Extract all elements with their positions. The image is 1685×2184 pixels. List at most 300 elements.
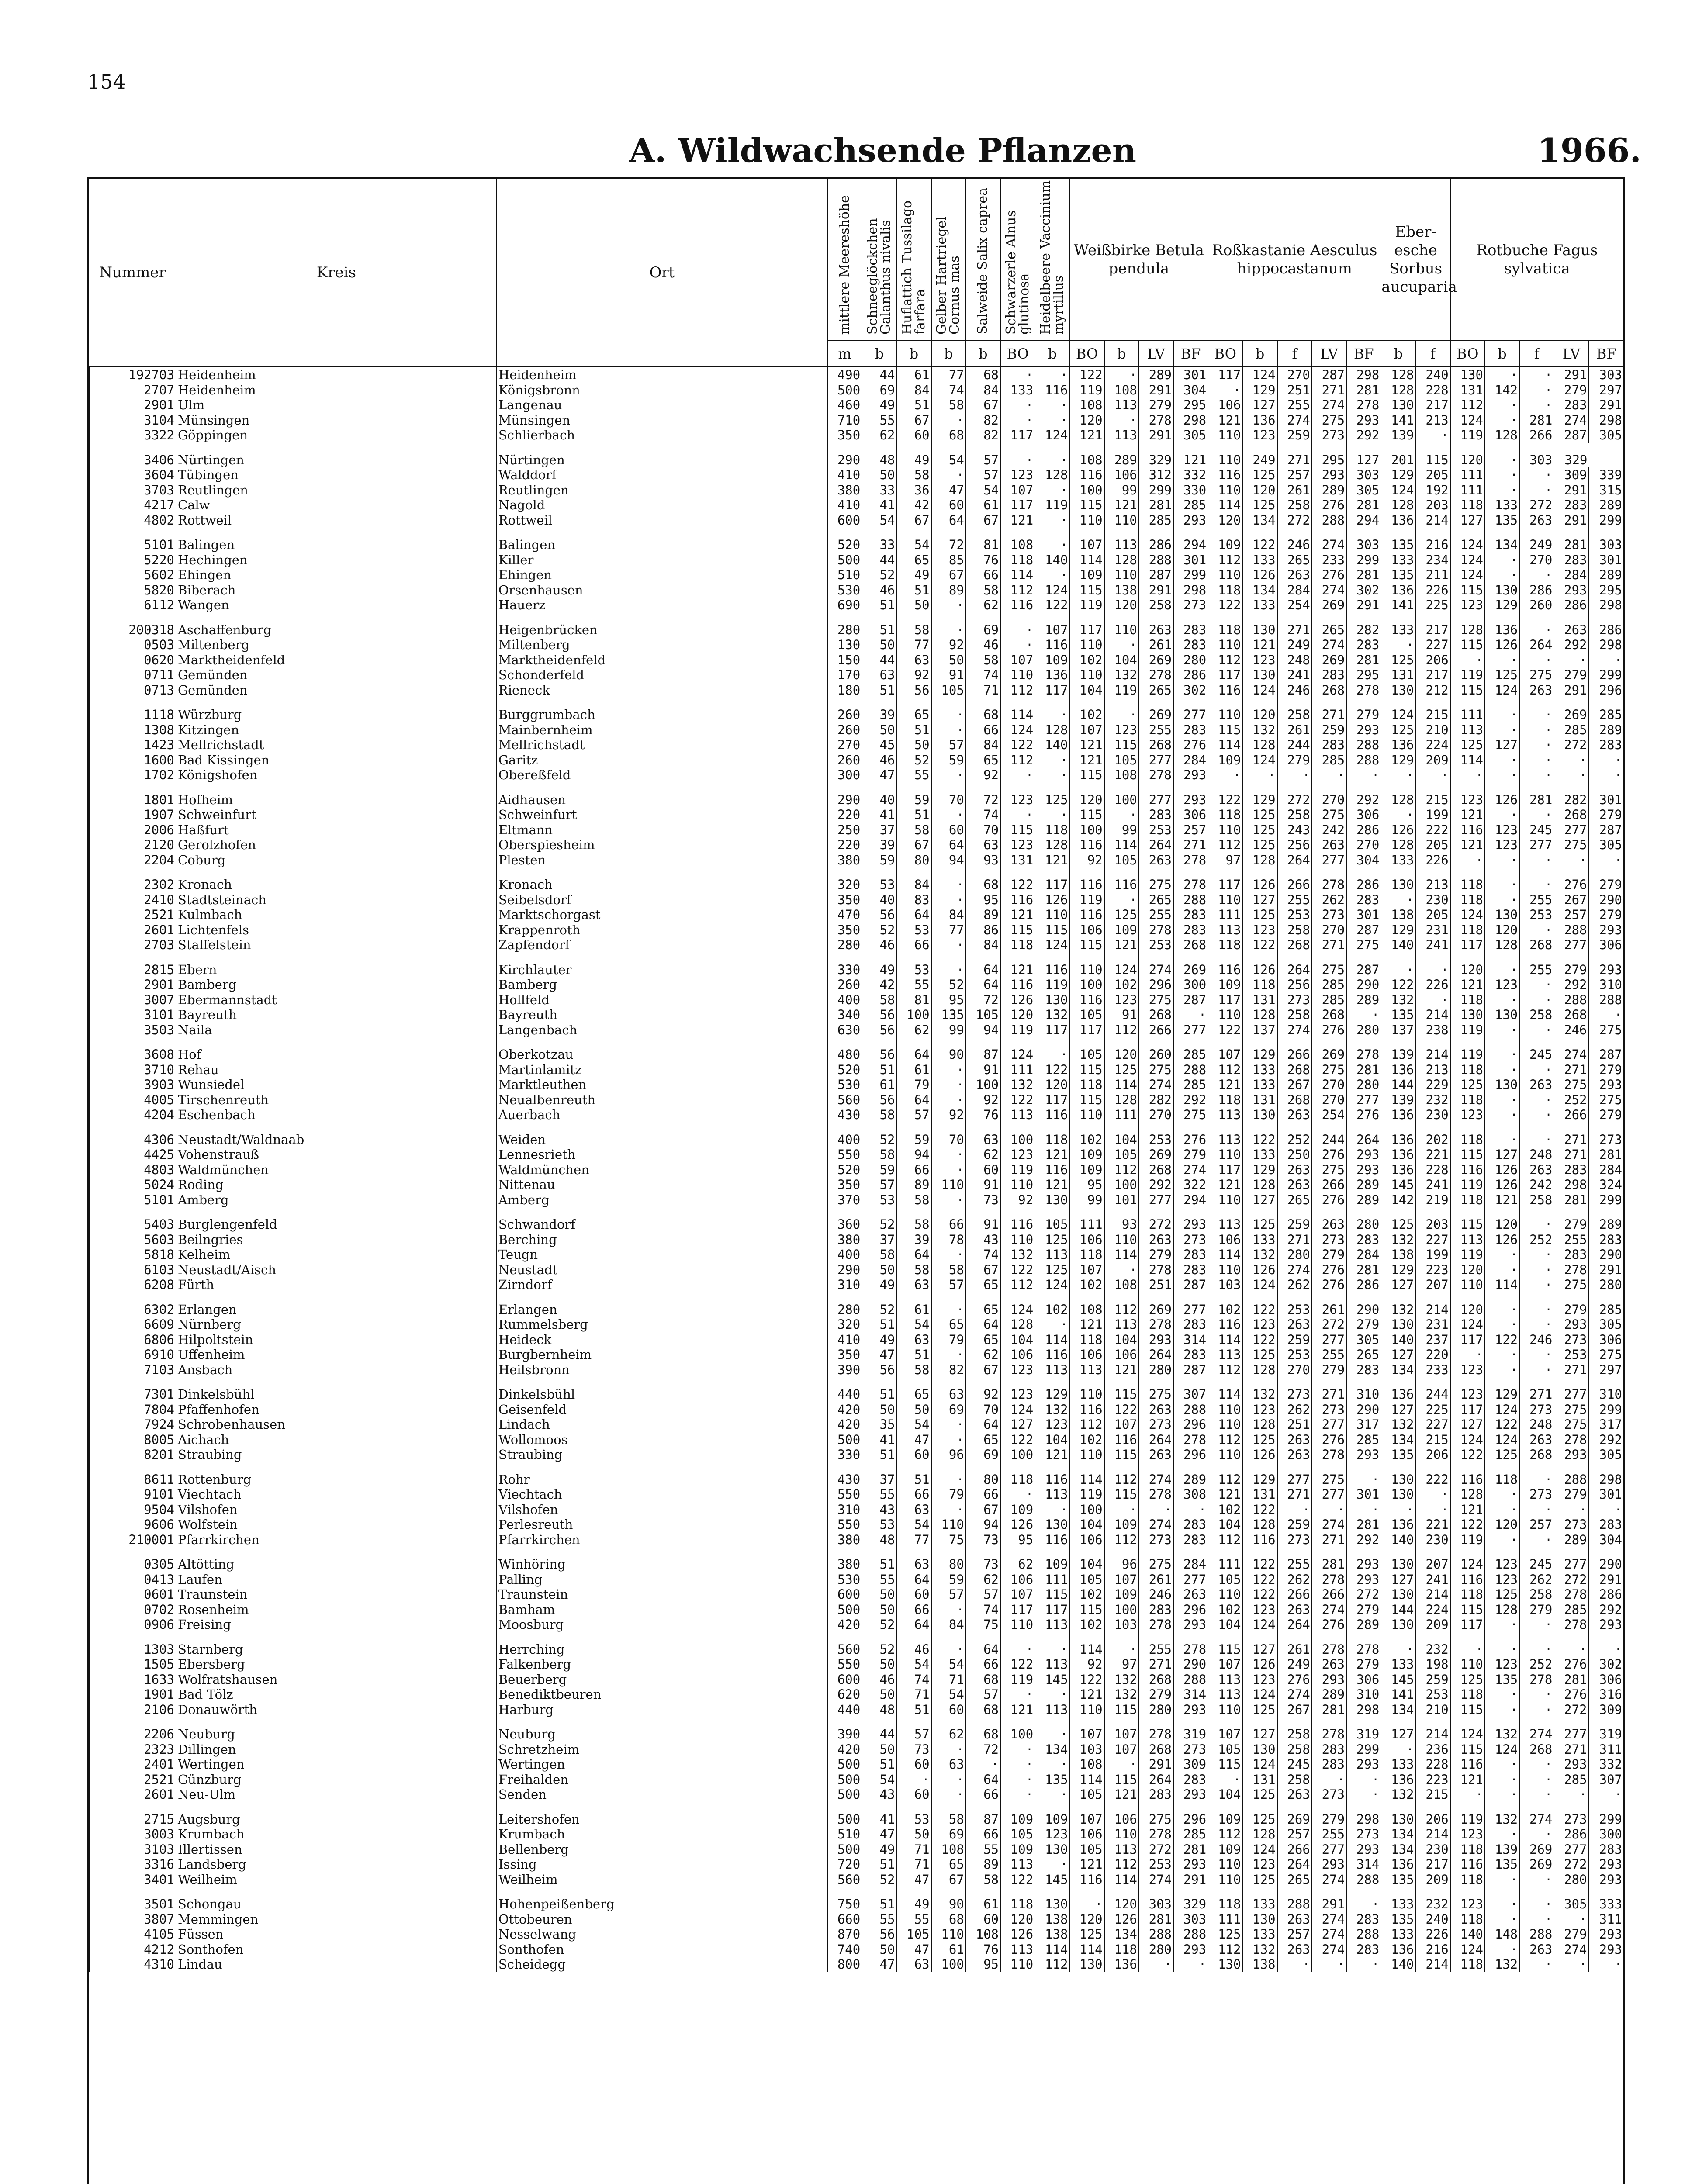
cell-value: 110 bbox=[1208, 892, 1242, 908]
cell-value: 299 bbox=[1589, 513, 1623, 528]
cell-value: 293 bbox=[1173, 767, 1208, 783]
cell-value: · bbox=[1485, 467, 1519, 483]
cell-value: 510 bbox=[827, 1827, 862, 1842]
spacer-cell bbox=[1173, 1462, 1208, 1472]
cell-value: 292 bbox=[1589, 1432, 1623, 1448]
group-spacer bbox=[90, 1887, 1623, 1897]
cell-value: 293 bbox=[1173, 1857, 1208, 1872]
cell-value: 740 bbox=[827, 1942, 862, 1957]
cell-value: 50 bbox=[896, 737, 931, 753]
cell-kreis: Gemünden bbox=[176, 683, 497, 698]
spacer-cell bbox=[1139, 528, 1173, 537]
cell-nummer: 8005 bbox=[90, 1432, 176, 1448]
cell-value: 259 bbox=[1277, 1217, 1312, 1232]
cell-value: 124 bbox=[1000, 1402, 1035, 1417]
cell-value: 350 bbox=[827, 1347, 862, 1362]
cell-value: 61 bbox=[862, 1077, 896, 1092]
spacer-cell bbox=[931, 1632, 966, 1642]
group-spacer bbox=[90, 953, 1623, 962]
cell-value: 278 bbox=[1173, 853, 1208, 868]
spacer-cell bbox=[1519, 443, 1554, 453]
cell-ort: Ottobeuren bbox=[497, 1912, 827, 1927]
cell-value: 263 bbox=[1139, 1232, 1173, 1248]
cell-value: 124 bbox=[1381, 707, 1415, 722]
spacer-cell bbox=[1000, 953, 1035, 962]
cell-value: 104 bbox=[1069, 1557, 1104, 1572]
cell-value: 301 bbox=[1589, 792, 1623, 808]
spacer-cell bbox=[1035, 1377, 1069, 1387]
cell-value: 57 bbox=[862, 1177, 896, 1192]
cell-value: 124 bbox=[1000, 722, 1035, 738]
cell-value: 125 bbox=[1381, 1217, 1415, 1232]
cell-value: 249 bbox=[1242, 453, 1277, 468]
cell-value: 68 bbox=[966, 707, 1000, 722]
cell-value: 117 bbox=[1208, 667, 1242, 683]
cell-value: 130 bbox=[1450, 1007, 1485, 1023]
spacer-cell bbox=[1416, 867, 1450, 877]
cell-value: 130 bbox=[1381, 1557, 1415, 1572]
cell-value: 120 bbox=[1450, 1262, 1485, 1278]
cell-value: 281 bbox=[1554, 1192, 1588, 1208]
cell-value: 94 bbox=[896, 1147, 931, 1162]
cell-value: 280 bbox=[1589, 1277, 1623, 1292]
spacer-cell bbox=[1485, 613, 1519, 622]
cell-value: 113 bbox=[1035, 1657, 1069, 1672]
cell-value: 271 bbox=[1554, 1062, 1588, 1078]
cell-value: 100 bbox=[1000, 1727, 1035, 1742]
cell-value: 75 bbox=[966, 1617, 1000, 1632]
cell-value: 287 bbox=[1589, 1047, 1623, 1062]
cell-value: 257 bbox=[1277, 1927, 1312, 1942]
cell-value: 207 bbox=[1416, 1557, 1450, 1572]
cell-nummer: 0702 bbox=[90, 1602, 176, 1617]
cell-value: 124 bbox=[1000, 1302, 1035, 1317]
cell-value: 118 bbox=[1000, 553, 1035, 568]
cell-value: 264 bbox=[1346, 1132, 1381, 1147]
cell-value: 124 bbox=[1450, 567, 1485, 583]
cell-value: 236 bbox=[1416, 1742, 1450, 1757]
spacer-cell bbox=[1000, 1717, 1035, 1727]
cell-value: · bbox=[1346, 1502, 1381, 1517]
cell-value: 106 bbox=[1000, 1572, 1035, 1587]
cell-value: 283 bbox=[1173, 722, 1208, 738]
cell-value: 279 bbox=[1589, 807, 1623, 822]
cell-value: 60 bbox=[966, 1162, 1000, 1178]
cell-value: 118 bbox=[1450, 892, 1485, 908]
cell-value: 118 bbox=[1069, 1247, 1104, 1262]
cell-value: 275 bbox=[1554, 1277, 1588, 1292]
cell-kreis: Marktheidenfeld bbox=[176, 653, 497, 668]
cell-value: 277 bbox=[1173, 707, 1208, 722]
cell-nummer: 0713 bbox=[90, 683, 176, 698]
cell-value: 530 bbox=[827, 1572, 862, 1587]
cell-value: 121 bbox=[1000, 1702, 1035, 1717]
cell-value: 135 bbox=[1485, 1857, 1519, 1872]
cell-value: · bbox=[1000, 637, 1035, 653]
spacer-cell bbox=[1589, 528, 1623, 537]
cell-value: 283 bbox=[1346, 892, 1381, 908]
cell-value: 135 bbox=[1381, 1912, 1415, 1927]
cell-value: 125 bbox=[1381, 722, 1415, 738]
cell-ort: Walddorf bbox=[497, 467, 827, 483]
cell-value: 260 bbox=[827, 977, 862, 992]
cell-value: 400 bbox=[827, 992, 862, 1008]
cell-value: 107 bbox=[1000, 1587, 1035, 1602]
cell-value: 118 bbox=[1450, 1092, 1485, 1108]
cell-value: · bbox=[931, 1302, 966, 1317]
cell-value: 112 bbox=[1208, 1432, 1242, 1448]
cell-value: 52 bbox=[862, 1302, 896, 1317]
spacer-cell bbox=[1069, 1887, 1104, 1897]
table-row bbox=[90, 1107, 1623, 1123]
cell-value: 303 bbox=[1519, 453, 1554, 468]
cell-value: 53 bbox=[896, 923, 931, 938]
cell-value: 105 bbox=[1069, 1047, 1104, 1062]
cell-value: 135 bbox=[1485, 1672, 1519, 1687]
cell-value: 274 bbox=[1519, 1812, 1554, 1827]
cell-value: 253 bbox=[1139, 822, 1173, 838]
cell-kreis: Bayreuth bbox=[176, 1007, 497, 1023]
spacer-cell bbox=[1242, 1462, 1277, 1472]
cell-value: 121 bbox=[1000, 907, 1035, 923]
cell-value: 66 bbox=[931, 1217, 966, 1232]
cell-kreis: Rehau bbox=[176, 1062, 497, 1078]
spacer-cell bbox=[1346, 953, 1381, 962]
spacer-cell bbox=[1416, 1123, 1450, 1132]
cell-value: 133 bbox=[1381, 853, 1415, 868]
spacer-cell bbox=[497, 867, 827, 877]
spacer-cell bbox=[1069, 1717, 1104, 1727]
spacer-cell bbox=[1312, 1462, 1346, 1472]
cell-value: 118 bbox=[1000, 1472, 1035, 1487]
cell-value: 221 bbox=[1416, 1517, 1450, 1532]
spacer-cell bbox=[1554, 1377, 1588, 1387]
cell-value: 298 bbox=[1589, 637, 1623, 653]
cell-value: · bbox=[1035, 413, 1069, 428]
cell-value: 105 bbox=[1208, 1742, 1242, 1757]
cell-value: 270 bbox=[1277, 367, 1312, 383]
cell-ort: Nittenau bbox=[497, 1177, 827, 1192]
cell-value: 46 bbox=[862, 583, 896, 598]
cell-value: · bbox=[1485, 453, 1519, 468]
cell-value: 105 bbox=[1104, 853, 1139, 868]
spacer-cell bbox=[1519, 1037, 1554, 1047]
cell-value: 136 bbox=[1381, 513, 1415, 528]
cell-value: 79 bbox=[896, 1077, 931, 1092]
cell-value: 283 bbox=[1346, 1942, 1381, 1957]
cell-value: 278 bbox=[1139, 1487, 1173, 1502]
cell-value: 219 bbox=[1416, 1192, 1450, 1208]
spacer-cell bbox=[1104, 1547, 1139, 1557]
cell-value: 133 bbox=[1485, 498, 1519, 513]
cell-value: 58 bbox=[896, 822, 931, 838]
cell-value: 104 bbox=[1069, 683, 1104, 698]
table-row bbox=[90, 892, 1623, 908]
cell-value: 274 bbox=[1277, 1687, 1312, 1702]
cell-value: 119 bbox=[1450, 1177, 1485, 1192]
cell-value: 293 bbox=[1173, 1702, 1208, 1717]
spacer-cell bbox=[1242, 1207, 1277, 1217]
cell-value: 170 bbox=[827, 667, 862, 683]
cell-value: 226 bbox=[1416, 977, 1450, 992]
cell-value: 94 bbox=[931, 853, 966, 868]
cell-value: 263 bbox=[1139, 853, 1173, 868]
cell-value: 67 bbox=[931, 567, 966, 583]
cell-value: 276 bbox=[1312, 1023, 1346, 1038]
cell-value: 60 bbox=[966, 1912, 1000, 1927]
cell-value: 272 bbox=[1277, 792, 1312, 808]
cell-value: 122 bbox=[1242, 1587, 1277, 1602]
cell-value: 54 bbox=[931, 1687, 966, 1702]
cell-value: 123 bbox=[1485, 1572, 1519, 1587]
cell-value: 50 bbox=[862, 1657, 896, 1672]
spacer-cell bbox=[1416, 1292, 1450, 1302]
cell-value: 298 bbox=[1346, 1812, 1381, 1827]
spacer-cell bbox=[1035, 443, 1069, 453]
cell-value: 71 bbox=[896, 1687, 931, 1702]
cell-value: · bbox=[1485, 1302, 1519, 1317]
cell-value: 274 bbox=[1312, 1927, 1346, 1942]
cell-value: 60 bbox=[896, 428, 931, 443]
cell-value: 128 bbox=[1381, 383, 1415, 398]
cell-value: 289 bbox=[1589, 567, 1623, 583]
cell-value: 114 bbox=[1104, 1077, 1139, 1092]
cell-value: 55 bbox=[862, 1487, 896, 1502]
cell-value: · bbox=[1381, 1642, 1415, 1657]
cell-value: 129 bbox=[1035, 1387, 1069, 1402]
spacer-cell bbox=[1312, 528, 1346, 537]
cell-nummer: 210001 bbox=[90, 1532, 176, 1548]
cell-value: · bbox=[1139, 1957, 1173, 1972]
cell-value: 112 bbox=[1104, 1162, 1139, 1178]
cell-value: · bbox=[1519, 383, 1554, 398]
cell-value: 289 bbox=[1104, 453, 1139, 468]
cell-value: 120 bbox=[1485, 923, 1519, 938]
cell-value: 109 bbox=[1000, 1812, 1035, 1827]
cell-value: 279 bbox=[1554, 1302, 1588, 1317]
cell-value: 113 bbox=[1000, 1857, 1035, 1872]
cell-value: 113 bbox=[1035, 1247, 1069, 1262]
cell-value: 61 bbox=[931, 1942, 966, 1957]
cell-value: 123 bbox=[1035, 1827, 1069, 1842]
cell-value: · bbox=[1554, 1957, 1588, 1972]
cell-value: 59 bbox=[931, 1572, 966, 1587]
table-row bbox=[90, 498, 1623, 513]
cell-value: · bbox=[1485, 877, 1519, 892]
cell-value: 104 bbox=[1208, 1517, 1242, 1532]
cell-nummer: 3401 bbox=[90, 1872, 176, 1887]
cell-value: 275 bbox=[1139, 1812, 1173, 1827]
cell-value: 138 bbox=[1381, 1247, 1415, 1262]
cell-value: 288 bbox=[1554, 1472, 1588, 1487]
cell-value: 276 bbox=[1173, 737, 1208, 753]
cell-value: 128 bbox=[1035, 722, 1069, 738]
spacer-cell bbox=[1519, 613, 1554, 622]
cell-ort: Heidenheim bbox=[497, 367, 827, 383]
header-schwarzerle: Schwarzerle Alnus glutinosa bbox=[1000, 179, 1035, 341]
spacer-cell bbox=[896, 443, 931, 453]
cell-value: 274 bbox=[1312, 1517, 1346, 1532]
spacer-cell bbox=[1173, 1037, 1208, 1047]
cell-value: 112 bbox=[1208, 653, 1242, 668]
cell-value: 266 bbox=[1277, 1047, 1312, 1062]
spacer-cell bbox=[90, 698, 176, 707]
cell-value: · bbox=[1035, 707, 1069, 722]
cell-value: 286 bbox=[1346, 1277, 1381, 1292]
cell-value: 224 bbox=[1416, 1602, 1450, 1617]
cell-value: 118 bbox=[1000, 1897, 1035, 1912]
table-row bbox=[90, 583, 1623, 598]
cell-value: 271 bbox=[1312, 383, 1346, 398]
spacer-cell bbox=[1000, 1292, 1035, 1302]
cell-nummer: 4204 bbox=[90, 1107, 176, 1123]
cell-value: 49 bbox=[862, 1842, 896, 1857]
cell-value: 51 bbox=[896, 397, 931, 413]
cell-value: 116 bbox=[1069, 907, 1104, 923]
cell-value: 410 bbox=[827, 498, 862, 513]
spacer-cell bbox=[1554, 1462, 1588, 1472]
spacer-cell bbox=[1208, 1632, 1242, 1642]
cell-ort: Scheidegg bbox=[497, 1957, 827, 1972]
cell-value: 82 bbox=[966, 413, 1000, 428]
cell-value: 55 bbox=[862, 1912, 896, 1927]
spacer-cell bbox=[1277, 953, 1312, 962]
table-row bbox=[90, 653, 1623, 668]
spacer-cell bbox=[90, 1547, 176, 1557]
cell-value: 54 bbox=[931, 453, 966, 468]
cell-value: · bbox=[1519, 1687, 1554, 1702]
table-row bbox=[90, 1023, 1623, 1038]
spacer-cell bbox=[1104, 867, 1139, 877]
cell-value: 131 bbox=[1242, 992, 1277, 1008]
cell-value: 273 bbox=[1139, 1532, 1173, 1548]
cell-ort: Reutlingen bbox=[497, 483, 827, 498]
cell-value: · bbox=[1589, 1502, 1623, 1517]
unit-cell: BF bbox=[1173, 341, 1208, 367]
unit-cell: b bbox=[1242, 341, 1277, 367]
cell-value: 65 bbox=[966, 1332, 1000, 1348]
spacer-cell bbox=[497, 1462, 827, 1472]
cell-value: 122 bbox=[1242, 1502, 1277, 1517]
spacer-cell bbox=[1173, 1377, 1208, 1387]
cell-nummer: 0620 bbox=[90, 653, 176, 668]
cell-value: 125 bbox=[1450, 1077, 1485, 1092]
cell-value: · bbox=[1208, 383, 1242, 398]
cell-value: 279 bbox=[1589, 877, 1623, 892]
cell-value: 281 bbox=[1346, 1262, 1381, 1278]
cell-value: 269 bbox=[1139, 707, 1173, 722]
spacer-cell bbox=[1000, 867, 1035, 877]
cell-value: · bbox=[1554, 767, 1588, 783]
cell-value: 132 bbox=[1104, 1687, 1139, 1702]
cell-value: 277 bbox=[1312, 1487, 1346, 1502]
spacer-cell bbox=[1277, 1887, 1312, 1897]
cell-value: 284 bbox=[1173, 1557, 1208, 1572]
cell-value: 124 bbox=[1485, 1742, 1519, 1757]
cell-ort: Oberkotzau bbox=[497, 1047, 827, 1062]
cell-value: 268 bbox=[1277, 1062, 1312, 1078]
table-row bbox=[90, 1602, 1623, 1617]
cell-value: 277 bbox=[1139, 753, 1173, 768]
spacer-cell bbox=[1208, 1802, 1242, 1812]
cell-value: 600 bbox=[827, 513, 862, 528]
cell-value: 51 bbox=[862, 1897, 896, 1912]
cell-value: 58 bbox=[931, 1812, 966, 1827]
cell-value: 317 bbox=[1346, 1417, 1381, 1432]
cell-value: 133 bbox=[1242, 1147, 1277, 1162]
cell-value: 129 bbox=[1242, 792, 1277, 808]
cell-value: 278 bbox=[1173, 1642, 1208, 1657]
cell-value: 131 bbox=[1450, 383, 1485, 398]
cell-value: 274 bbox=[1312, 537, 1346, 553]
cell-value: 246 bbox=[1139, 1587, 1173, 1602]
cell-value: 106 bbox=[1069, 1827, 1104, 1842]
spacer-cell bbox=[1450, 1717, 1485, 1727]
cell-value: 80 bbox=[896, 853, 931, 868]
cell-value: · bbox=[1277, 1957, 1312, 1972]
spacer-cell bbox=[1346, 1547, 1381, 1557]
cell-value: 272 bbox=[1346, 1587, 1381, 1602]
spacer-cell bbox=[1208, 1717, 1242, 1727]
cell-value: 274 bbox=[1554, 413, 1588, 428]
cell-value: 268 bbox=[1139, 1742, 1173, 1757]
table-row bbox=[90, 822, 1623, 838]
cell-value: 214 bbox=[1416, 1727, 1450, 1742]
spacer-cell bbox=[1277, 1462, 1312, 1472]
cell-value: 113 bbox=[1450, 722, 1485, 738]
spacer-cell bbox=[90, 1632, 176, 1642]
cell-value: 97 bbox=[1104, 1657, 1139, 1672]
cell-value: 390 bbox=[827, 1727, 862, 1742]
cell-ort: Münsingen bbox=[497, 413, 827, 428]
cell-value: 266 bbox=[1277, 877, 1312, 892]
cell-value: 128 bbox=[1381, 498, 1415, 513]
cell-nummer: 5818 bbox=[90, 1247, 176, 1262]
cell-value: 263 bbox=[1173, 1587, 1208, 1602]
cell-value: 49 bbox=[896, 1897, 931, 1912]
cell-value: 287 bbox=[1346, 962, 1381, 978]
spacer-cell bbox=[1242, 1547, 1277, 1557]
cell-kreis: Roding bbox=[176, 1177, 497, 1192]
cell-value: 47 bbox=[862, 1957, 896, 1972]
cell-value: 245 bbox=[1519, 1047, 1554, 1062]
cell-value: 122 bbox=[1000, 1092, 1035, 1108]
cell-value: 49 bbox=[862, 962, 896, 978]
cell-value: 123 bbox=[1000, 1387, 1035, 1402]
cell-value: 118 bbox=[1450, 877, 1485, 892]
cell-value: 220 bbox=[827, 837, 862, 853]
spacer-cell bbox=[1346, 528, 1381, 537]
cell-value: 113 bbox=[1208, 1347, 1242, 1362]
cell-value: 209 bbox=[1416, 753, 1450, 768]
cell-value: 299 bbox=[1346, 1742, 1381, 1757]
spacer-cell bbox=[1242, 528, 1277, 537]
cell-value: 116 bbox=[1450, 1857, 1485, 1872]
cell-value: 275 bbox=[1312, 1062, 1346, 1078]
cell-value: 135 bbox=[1381, 1872, 1415, 1887]
cell-value: 228 bbox=[1416, 383, 1450, 398]
cell-value: 214 bbox=[1416, 1007, 1450, 1023]
cell-value: 117 bbox=[1035, 683, 1069, 698]
cell-value: 62 bbox=[966, 1347, 1000, 1362]
cell-value: 222 bbox=[1416, 1472, 1450, 1487]
cell-ort: Hollfeld bbox=[497, 992, 827, 1008]
cell-value: 276 bbox=[1554, 1657, 1588, 1672]
table-row bbox=[90, 1332, 1623, 1348]
header-salweide: Salweide Salix caprea bbox=[966, 179, 1000, 341]
cell-value: 227 bbox=[1416, 1417, 1450, 1432]
cell-value: · bbox=[931, 722, 966, 738]
